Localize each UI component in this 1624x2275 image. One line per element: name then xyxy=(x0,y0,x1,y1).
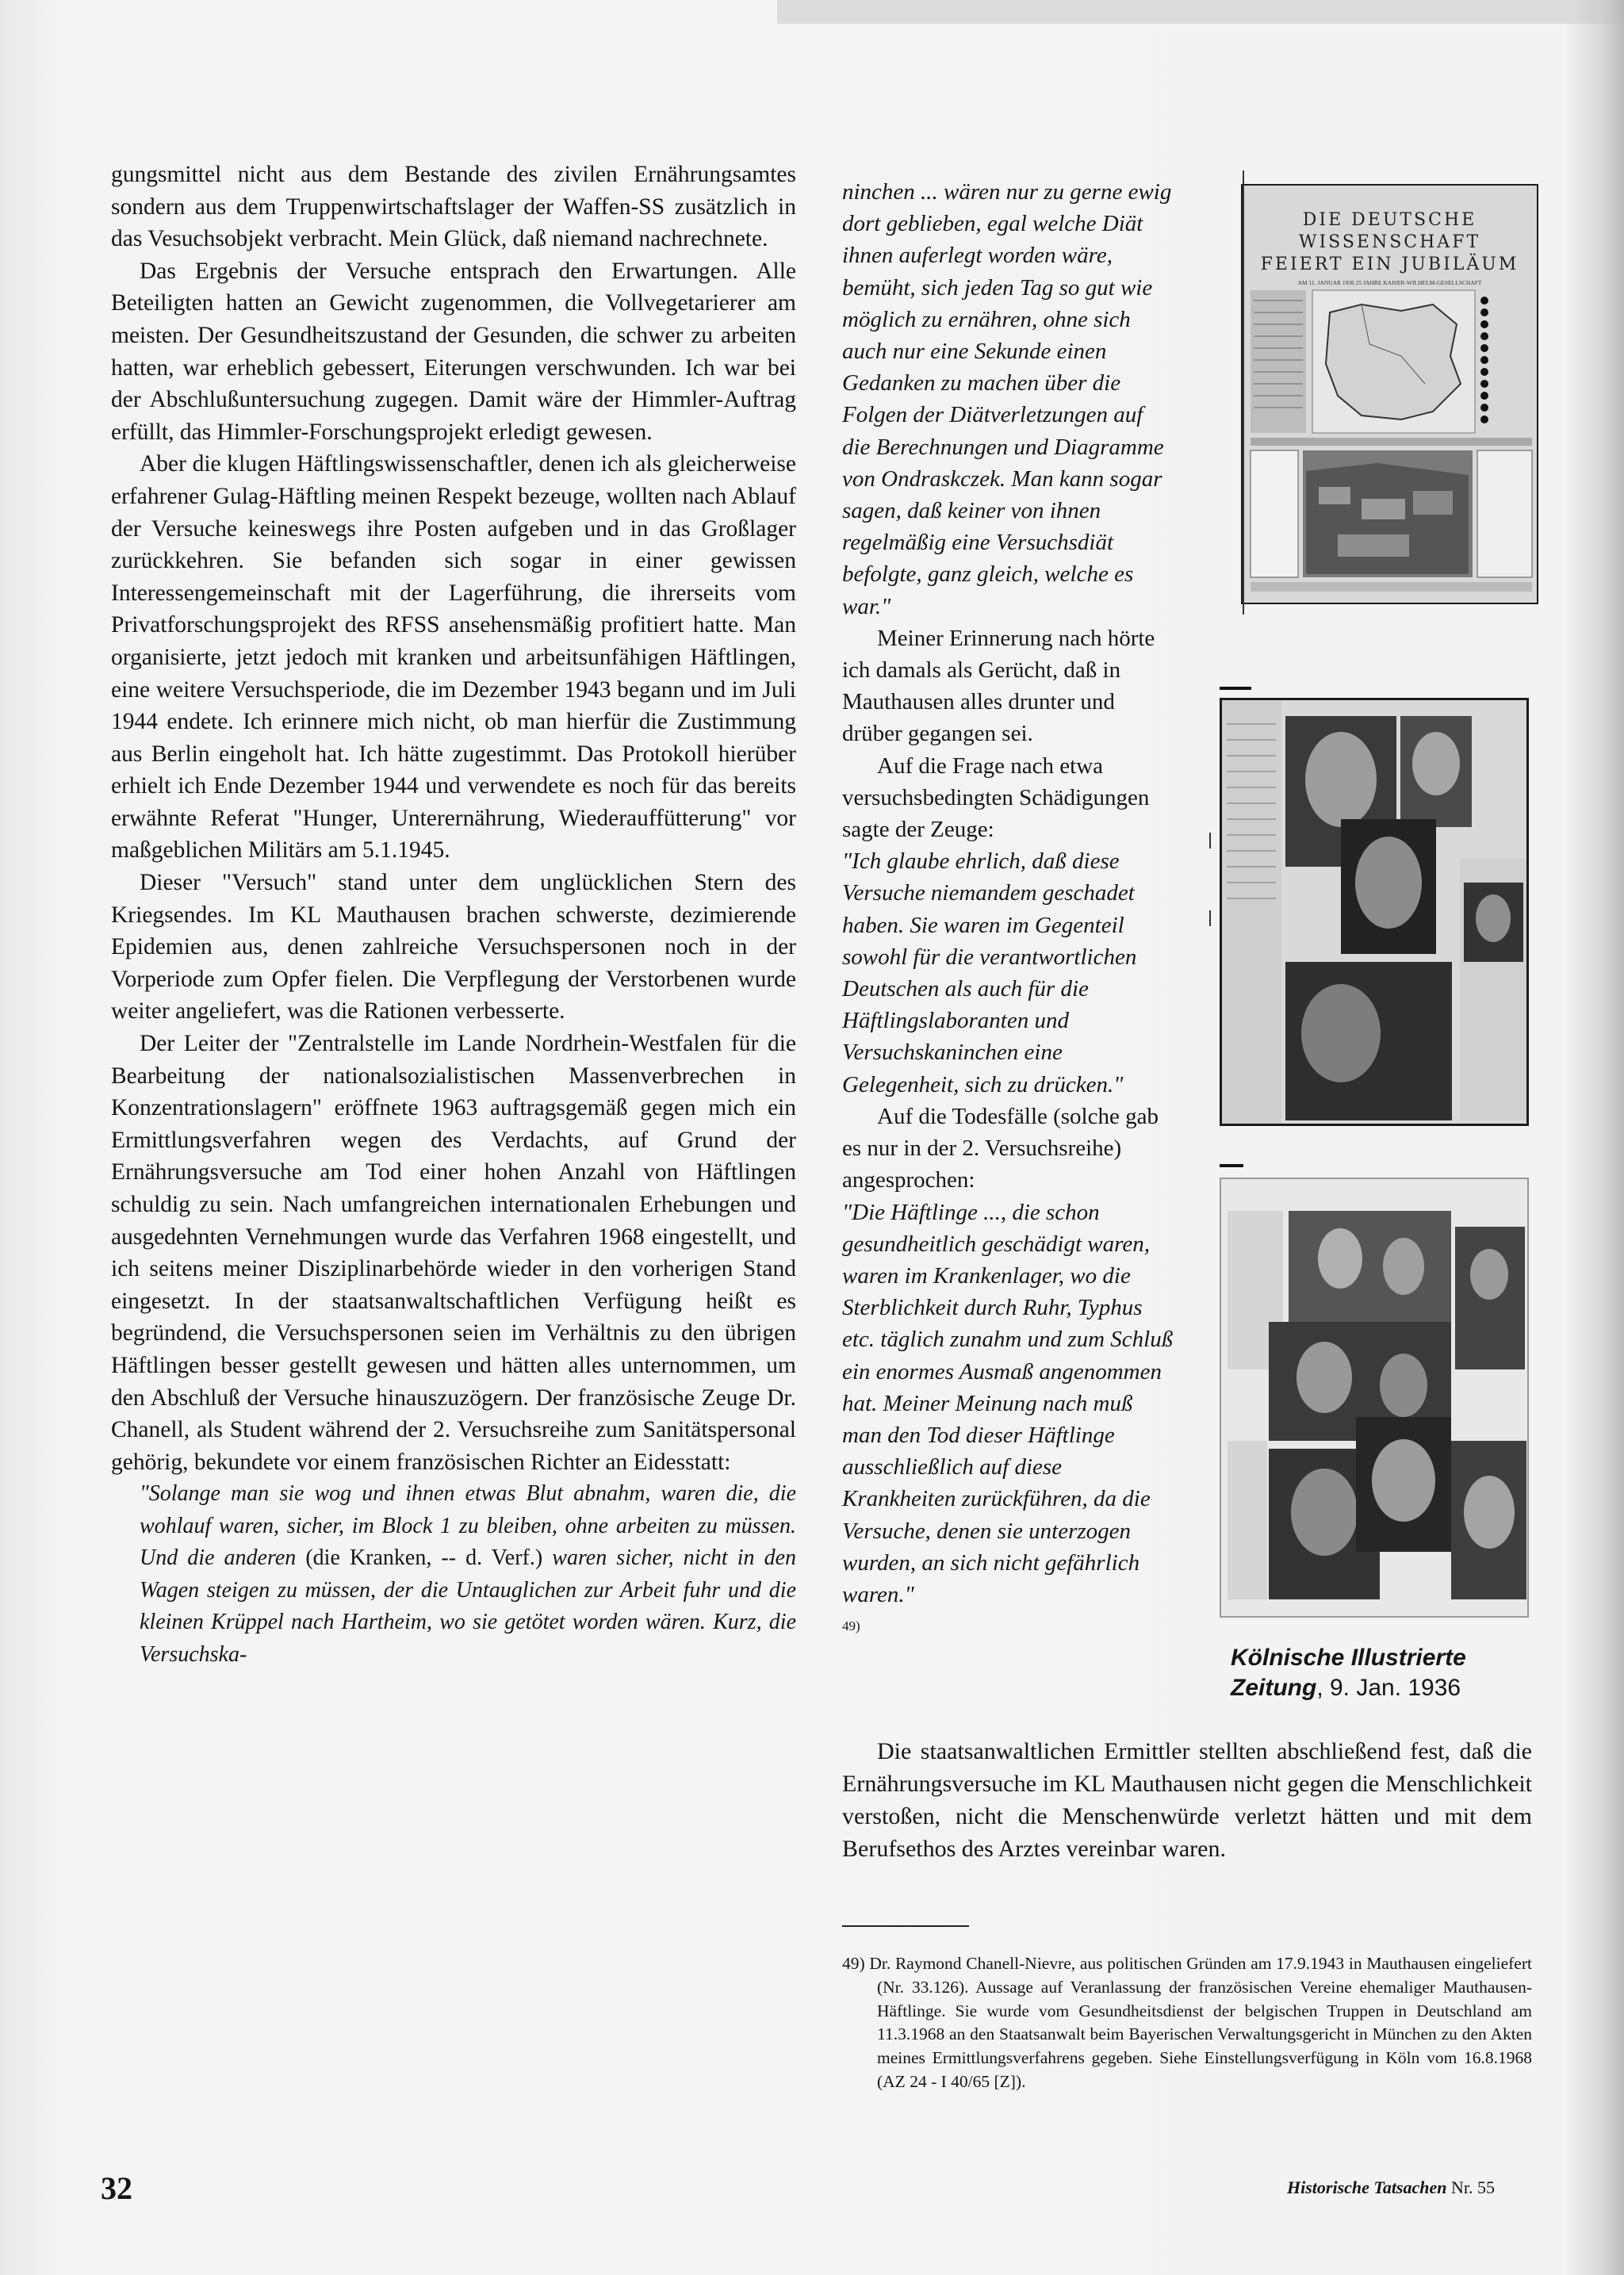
clipping-illustration xyxy=(1243,186,1538,604)
image-caption xyxy=(1231,1643,1516,1703)
caption-date: , 9. Jan. 1936 xyxy=(1316,1675,1461,1701)
caption-line: Kölnische Illustrierte xyxy=(1231,1645,1466,1671)
journal-issue: Nr. 55 xyxy=(1446,2177,1495,2197)
page-number: 32 xyxy=(101,2170,132,2206)
clipping-title-line: WISSENSCHAFT xyxy=(1298,232,1481,252)
journal-reference xyxy=(1287,2177,1495,2198)
quote-paragraph: ninchen ... wären nur zu gerne ewig dort geblieben, egal welche Diät ihnen auferlegt worden wäre, bemüht, sich jeden Tag so gut wie möglich zu ernähren, ohne sich auch nur eine Sekunde einen Gedanken zu machen über die Folgen der Diätverletzungen auf die Berechnungen und Diagramme von Ondraskczek. Man kann sogar sagen, daß keiner von ihnen regelmäßig eine Versuchsdiät befolgte, ganz gleich, welche es war." xyxy=(842,179,1172,619)
footnote-divider xyxy=(842,1925,969,1927)
quote-paragraph: "Ich glaube ehrlich, daß diese Versuche niemandem geschadet haben. Sie waren im Gegenteil sowohl für die verantwortlichen Deutschen als auch für die Häftlingslaboranten und Versuchskaninchen eine Gelegenheit, sich zu drücken." xyxy=(842,848,1137,1097)
journal-title: Historische Tatsachen xyxy=(1287,2177,1447,2197)
portrait-photos xyxy=(1222,700,1529,1126)
newspaper-clipping-map xyxy=(1241,184,1538,604)
newspaper-clipping-portraits xyxy=(1220,698,1529,1126)
caption-line xyxy=(1231,1675,1461,1701)
paragraph: Der Leiter der "Zentralstelle im Lande Nordrhein-Westfalen für die Bearbeitung der nationalsozialistischen Massenverbrechen in Konzentrationslagern" eröffnete 1963 auftragsgemäß gegen mich ein Ermittlungsverfahren wegen des Verdachts, auf Grund der Ernährungsversuche am Tod einer hohen Anzahl von Häftlingen schuldig zu sein. Nach umfangreichen internationalen Erhebungen und ausgedehnten Vernehmungen wurde das Verfahren 1968 eingestellt, und ich seitens meiner Disziplinarbehörde wieder in den vorherigen Stand eingesetzt. In der staatsanwaltschaftlichen Verfügung heißt es begründend, die Versuchspersonen seien im Verhältnis zu den übrigen Häftlingen besser gestellt gewesen und hätten alles unternommen, um den Abschluß der Versuche hinauszuzögern. Der französische Zeuge Dr. Chanell, als Student während der 2. Versuchsreihe zum Sanitätspersonal gehörig, bekundete vor einem französischen Richter an Eidesstatt: xyxy=(111,1031,796,1475)
quote-text: waren sicher, nicht in den Wagen steigen zu müssen, der die Untauglichen zur Arbeit fuhr und die kleinen Krüppel nach Hartheim, wo sie getötet worden wären. Kurz, die Versuchska- xyxy=(140,1545,797,1667)
paragraph: Das Ergebnis der Versuche entsprach den Erwartungen. Alle Beteiligten hatten an Gewicht zugenommen, die Vollvegetarierer am meisten. Der Gesundheitszustand der Gesunden, die schwer zu arbeiten hatten, war erheblich gebessert, Eiterungen verschwunden. Ich war bei der Abschlußuntersuchung zugegen. Damit wäre der Himmler-Auftrag erfüllt, das Himmler-Forschungsprojekt erledigt gewesen. xyxy=(111,258,796,445)
page-edge-shadow xyxy=(1568,0,1624,2275)
margin-rule xyxy=(1220,1164,1243,1167)
scan-top-strip xyxy=(777,0,1624,24)
group-photos xyxy=(1221,1179,1529,1618)
paragraph: Aber die klugen Häftlingswissenschaftler, denen ich als gleicherweise erfahrener Gulag-Häftling meinen Respekt bezeuge, wollten nach Ablauf der Versuche keineswegs ihre Posten aufgeben und in das Großlager zurückkehren. Sie befanden sich sogar in einer gewissen Interessengemeinschaft mit der Lagerführung, die ihrerseits vom Privatforschungsprojekt des RFSS ansehensmäßig profitiert hatte. Man organisierte, jetzt jedoch mit kranken und arbeitsunfähigen Häftlingen, eine weitere Versuchsperiode, die im Dezember 1943 begann und im Juli 1944 endete. Ich erinnere mich nicht, ob man hierfür die Zustimmung aus Berlin eingeholt hat. Ich hätte zugestimmt. Das Protokoll hierüber erhielt ich Ende Dezember 1944 und verwendete es noch für das bereits erwähnte Referat "Hunger, Unterernährung, Wiederauffütterung" vor maßgeblichen Militärs am 5.1.1945. xyxy=(111,451,796,864)
left-text-column xyxy=(111,159,796,1671)
paragraph: Auf die Frage nach etwa versuchsbedingten Schädigungen sagte der Zeuge: xyxy=(842,753,1150,843)
margin-rule xyxy=(1209,910,1211,926)
paragraph: Meiner Erinnerung nach hörte ich damals als Gerücht, daß in Mauthausen alles drunter und drüber gegangen sei. xyxy=(842,625,1155,747)
footnote-reference xyxy=(842,1611,1175,1648)
clipping-title-line: FEIERT EIN JUBILÄUM xyxy=(1260,255,1519,274)
margin-rule xyxy=(1220,687,1251,690)
middle-text-column xyxy=(842,176,1175,1648)
clipping-title-line: DIE DEUTSCHE xyxy=(1302,210,1477,230)
paragraph: Dieser "Versuch" stand unter dem unglücklichen Stern des Kriegsendes. Im KL Mauthausen brachen schwerste, dezimierende Epidemien aus, denen zahlreiche Versuchspersonen noch in der Vorperiode zum Opfer fielen. Die Verpflegung der Verstorbenen wurde weiter angeliefert, was die Rationen verbesserte. xyxy=(111,870,796,1025)
margin-rule xyxy=(1243,170,1244,615)
paragraph: Die staatsanwaltlichen Ermittler stellten abschließend fest, daß die Ernährungsversuche im KL Mauthausen nicht gegen die Menschlichkeit verstoßen, nicht die Menschenwürde verletzt hätten und mit dem Berufsethos des Arztes vereinbar waren. xyxy=(842,1738,1532,1862)
paragraph: gungsmittel nicht aus dem Bestande des zivilen Ernährungsamtes sondern aus dem Truppenwirtschaftslager der Waffen-SS zusätzlich in das Vesuchsobjekt verbracht. Mein Glück, daß niemand nachrechnete. xyxy=(111,162,796,252)
quote-paragraph xyxy=(111,1478,796,1671)
paragraph: Auf die Todesfälle (solche gab es nur in der 2. Versuchsreihe) angesprochen: xyxy=(842,1103,1159,1193)
closing-paragraph-block xyxy=(842,1735,1532,1865)
margin-rule xyxy=(1209,833,1211,848)
caption-bold: Zeitung xyxy=(1231,1675,1317,1701)
editor-note: (die Kranken, -- d. Verf.) xyxy=(305,1545,543,1571)
quote-text: "Solange man sie wog und ihnen etwas Blut abnahm, waren die, die wohlauf waren, sicher, im Block 1 zu bleiben, ohne arbeiten zu müssen. Und die anderen xyxy=(140,1481,796,1571)
clipping-subtitle: AM 11. JANUAR 1936 25 JAHRE KAISER-WILHELM-GESELLSCHAFT xyxy=(1297,279,1482,286)
newspaper-clipping-group xyxy=(1220,1178,1529,1618)
footnote-ref-number: 49) xyxy=(842,1618,860,1634)
footnote xyxy=(842,1952,1532,2094)
footnote-text: 49) Dr. Raymond Chanell-Nievre, aus politischen Gründen am 17.9.1943 in Mauthausen eingeliefert (Nr. 33.126). Aussage auf Veranlassung der französischen Vereine ehemaliger Mauthausen-Häftlinge. Sie wurde vom Gesundheitsdienst der belgischen Truppen in Deutschland am 11.3.1968 an den Staatsanwalt beim Bayerischen Verwaltungsgericht in München zu den Akten meines Ermittlungsverfahrens gegeben. Siehe Einstellungsverfügung in Köln vom 16.8.1968 (AZ 24 - I 40/65 [Z]). xyxy=(842,1954,1532,2091)
quote-paragraph: "Die Häftlinge ..., die schon gesundheitlich geschädigt waren, waren im Krankenlager, wo die Sterblichkeit durch Ruhr, Typhus etc. täglich zunahm und zum Schluß ein enormes Ausmaß angenommen hat. Meiner Meinung nach muß man den Tod dieser Häftlinge ausschließlich auf diese Krankheiten zurückführen, da die Versuche, denen sie unterzogen wurden, an sich nicht gefährlich waren." xyxy=(842,1199,1174,1607)
